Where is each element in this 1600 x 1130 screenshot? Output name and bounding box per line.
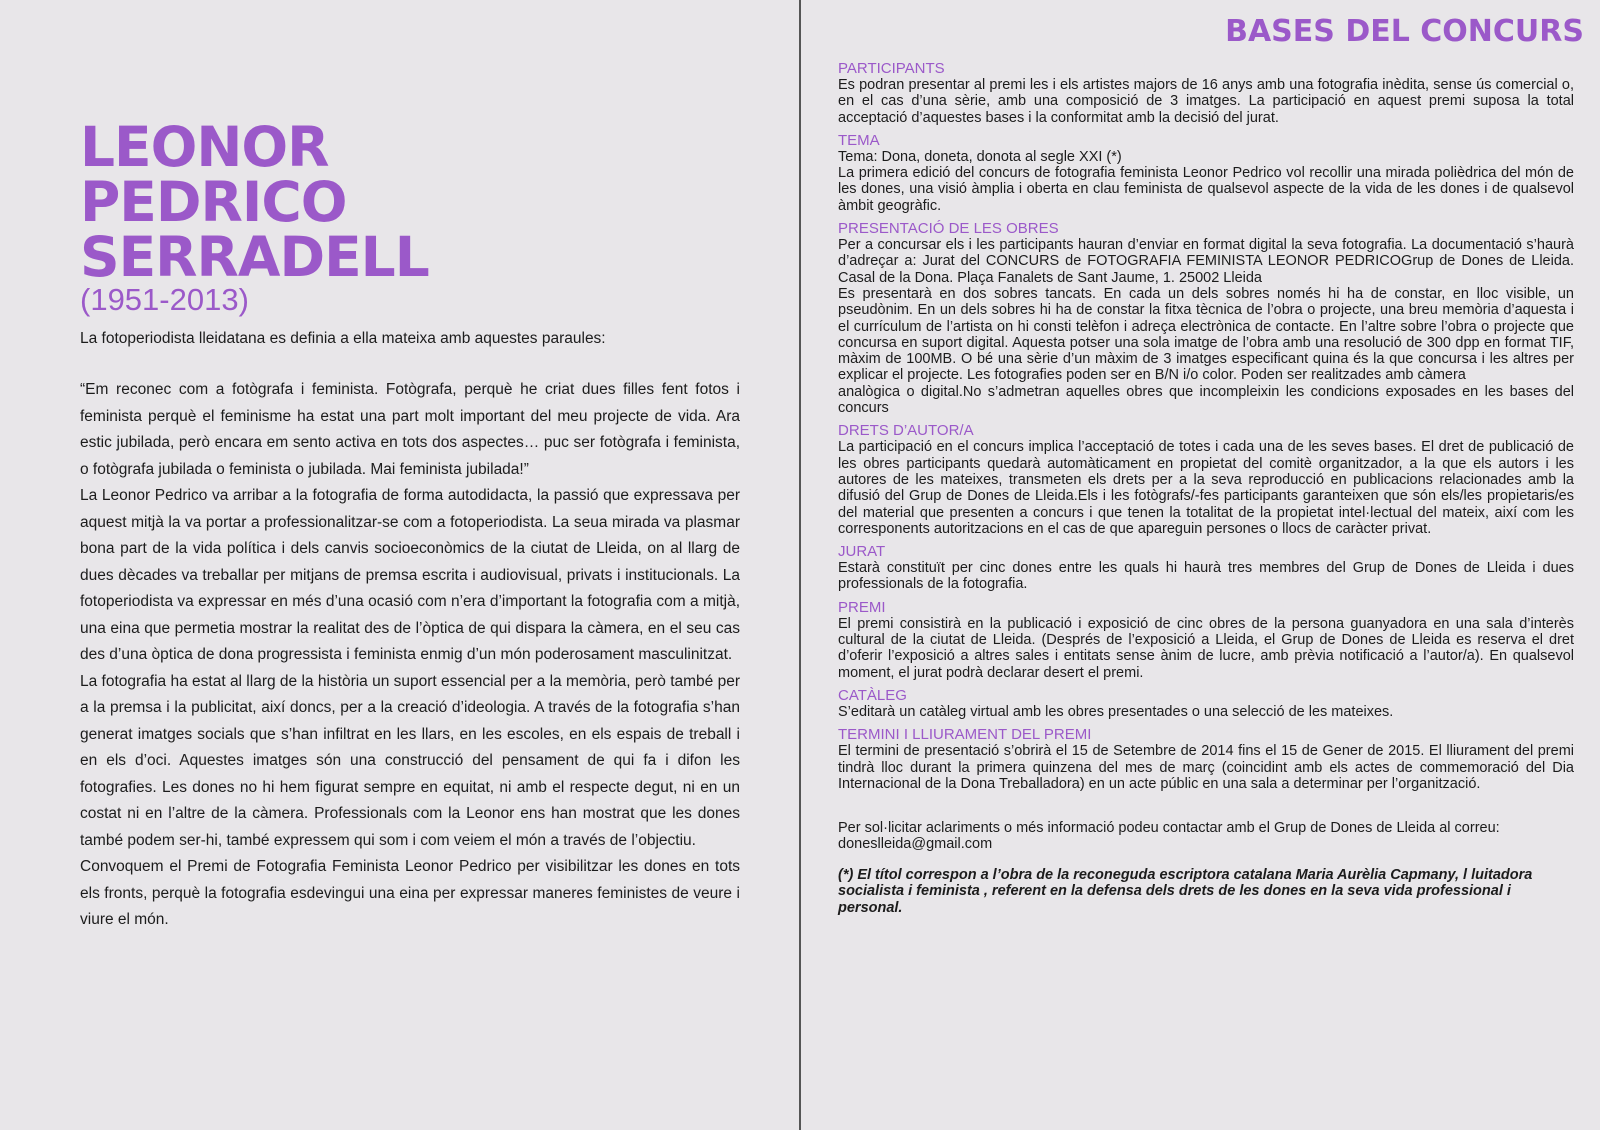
section-title: DRETS D’AUTOR/A (838, 422, 974, 440)
section-cataleg (838, 687, 1574, 720)
bases-title: BASES DEL CONCURS (1225, 14, 1584, 49)
person-name (80, 115, 429, 289)
call-paragraph: Convoquem el Premi de Fotografia Feminista Leonor Pedrico per visibilitzar les dones en tots els fronts, perquè la fotografia esdevingui una eina per expressar maneres feministes de veure i viure el món. (80, 858, 740, 928)
section-title: PREMI (838, 598, 886, 616)
section-title: TEMA (838, 131, 880, 149)
section-text: Es presentarà en dos sobres tancats. En cada un dels sobres només hi ha de constar, en lloc visible, un pseudònim. En un dels sobres hi ha de constar la fitxa tècnica de l’obra o projecte, una breu memòria d’aquesta i el currículum de l’artista on hi consti telèfon i adreça electrònica de contacte. En l’altre sobre l’obra o projecte que concursa en suport digital. Aquesta potser una sola imatge de l’obra amb una resolució de 300 dpp en format TIF, màxim de 100MB. O bé una sèrie d’un màxim de 3 imatges especificant quina és la que concursa i les altres per explicar el projecte. Les fotografies poden ser en B/N i/o color. Poden ser realitzades amb càmera (838, 285, 1574, 384)
footnote-text: (*) El títol correspon a l’obra de la reconeguda escriptora catalana Maria Aurèlia Capmany, l luitadora socialista i feminista , referent en la defensa dels drets de les dones en la seva vida professional i personal. (838, 867, 1533, 916)
contact-text: Per sol·licitar aclariments o més informació podeu contactar amb el Grup de Dones de Lleida al correu: doneslleida@gmail.com (838, 820, 1500, 853)
biography-text (80, 377, 740, 934)
section-tema (838, 132, 1574, 214)
section-presentacio (838, 220, 1574, 416)
name-line-2: PEDRICO (80, 170, 347, 234)
section-drets (838, 422, 1574, 537)
section-text: La primera edició del concurs de fotografia feminista Leonor Pedrico vol recollir una mirada polièdrica del món de les dones, una visió àmplia i oberta en clau feminista de qualsevol aspecte de la vida de les dones i de qualsevol àmbit geogràfic. (838, 165, 1574, 214)
section-text: El termini de presentació s’obrirà el 15 de Setembre de 2014 fins el 15 de Gener de 2015. El lliurament del premi tindrà lloc durant la primera quinzena del mes de març (coincidint amb els actes de commemoració del Dia Internacional de la Dona Treballadora) en un acte públic en una sala a determinar per l’organització. (838, 743, 1574, 792)
bases-sections (838, 60, 1574, 931)
name-line-3: SERRADELL (80, 225, 429, 289)
section-title: TERMINI I LLIURAMENT DEL PREMI (838, 726, 1092, 744)
left-page (0, 0, 798, 1130)
intro-text: La fotoperiodista lleidatana es definia a ella mateixa amb aquestes paraules: (80, 330, 606, 347)
name-line-1: LEONOR (80, 115, 329, 179)
section-text: Per a concursar els i les participants hauran d’enviar en format digital la seva fotografia. La documentació s’haurà d’adreçar a: Jurat del CONCURS de FOTOGRAFIA FEMINISTA LEONOR PEDRICOGrup de Dones de Lleida. Casal de la Dona. Plaça Fanalets de Sant Jaume, 1. 25002 Lleida (838, 237, 1574, 286)
section-participants (838, 60, 1574, 126)
photography-paragraph: La fotografia ha estat al llarg de la història un suport essencial per a la memòria, però també per a la premsa i la publicitat, així doncs, per a la creació d’ideologia. A través de la fotografia s’han generat imatges socials que s’han infiltrat en les llars, en les escoles, en els espais de treball i en els d’oci. Aquestes imatges són una construcció del pensament de qui fa i difon les fotografies. Les dones no hi hem figurat sempre en equitat, ni amb el respecte degut, ni en un costat ni en l’altre de la càmera. Professionals com la Leonor ens han mostrat que les dones també podem ser-hi, també expressem qui som i com veiem el món a través de l’objectiu. (80, 672, 740, 849)
section-title: PARTICIPANTS (838, 60, 945, 77)
section-termini (838, 726, 1574, 792)
quote-paragraph: “Em reconec com a fotògrafa i feminista. Fotògrafa, perquè he criat dues filles fent fotos i feminista perquè el feminisme ha estat una part molt important del meu projecte de vida. Ara estic jubilada, però encara em sento activa en tots dos aspectes… puc ser fotògrafa i feminista, o fotògrafa jubilada o feminista o jubilada. Mai feminista jubilada!” (80, 381, 740, 478)
section-text: Estarà constituït per cinc dones entre les quals hi haurà tres membres del Grup de Dones de Lleida i dues professionals de la fotografia. (838, 560, 1574, 593)
section-text: La participació en el concurs implica l’acceptació de totes i cada una de les seves bases. El dret de publicació de les obres participants quedarà automàticament en propietat del comitè organitzador, a la que els autors i les autores de les mateixes, transmeten els drets per a la seva reproducció en publicacions relacionades amb la difusió del Grup de Dones de Lleida.Els i les fotògrafs/-fes participants garanteixen que són els/les propietaris/es del material que presenten a concurs i que tenen la totalitat de la propietat intel·lectual del mateix, així com les corresponents autoritzacions en el cas de que apareguin persones o llocs de caràcter privat. (838, 439, 1574, 537)
section-text: Tema: Dona, doneta, donota al segle XXI (*) (838, 148, 1122, 165)
section-text: Es podran presentar al premi les i els artistes majors de 16 anys amb una fotografia inèdita, sense ús comercial o, en el cas d’una sèrie, amb una composició de 3 imatges. La participació en aquest premi suposa la total acceptació d’aquestes bases i la conformitat amb la decisió del jurat. (838, 77, 1574, 126)
section-title: PRESENTACIÓ DE LES OBRES (838, 220, 1059, 238)
section-title: JURAT (838, 543, 886, 561)
section-title: CATÀLEG (838, 686, 907, 704)
section-premi (838, 599, 1574, 681)
section-text: S’editarà un catàleg virtual amb les obres presentades o una selecció de les mateixes. (838, 703, 1394, 720)
right-page (801, 0, 1600, 1130)
biography-paragraph: La Leonor Pedrico va arribar a la fotografia de forma autodidacta, la passió que expressava per aquest mitjà la va portar a professionalitzar-se com a fotoperiodista. La seua mirada va plasmar bona part de la vida política i dels canvis socioeconòmics de la ciutat de Lleida, on al llarg de dues dècades va treballar per mitjans de premsa escrita i audiovisual, privats i institucionals. La fotoperiodista va expressar en més d’una ocasió com n’era d’important la fotografia com a mitjà, una eina que permetia mostrar la realitat des de l’òptica de qui dispara la càmera, en el seu cas des d’una òptica de dona progressista i feminista enmig d’un món poderosament masculinitzat. (80, 487, 740, 663)
section-text: El premi consistirà en la publicació i exposició de cinc obres de la persona guanyadora en una sala d’interès cultural de la ciutat de Lleida. (Després de l’exposició a Lleida, el Grup de Dones de Lleida es reserva el dret d’oferir l’exposició a altres sales i entitats sense ànim de lucre, amb prèvia notificació a l’autor/a). En qualsevol moment, el jurat podrà declarar desert el premi. (838, 615, 1574, 681)
section-jurat (838, 543, 1574, 593)
section-text: analògica o digital.No s’admetran aquelles obres que incompleixin les condicions exposades en les bases del concurs (838, 383, 1574, 417)
life-years: (1951-2013) (80, 282, 249, 317)
